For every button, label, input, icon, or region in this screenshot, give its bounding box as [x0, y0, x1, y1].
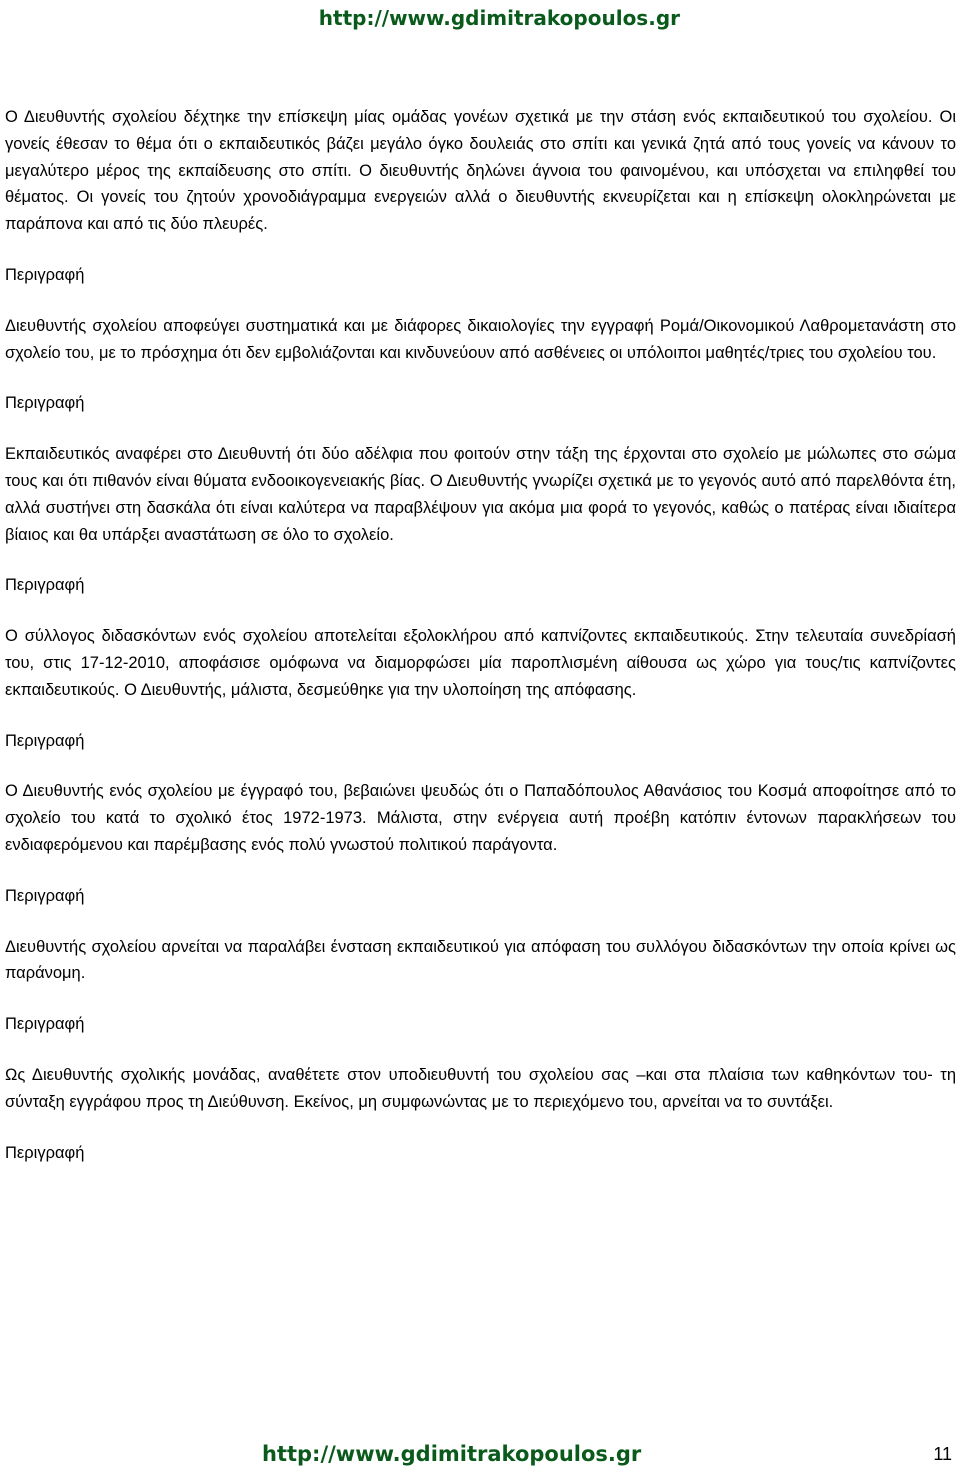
- scenario-paragraph-4: Ο σύλλογος διδασκόντων ενός σχολείου αποτελείται εξολοκλήρου από καπνίζοντες εκπαιδευτικούς. Στην τελευταία συνεδρίασή του, στις 17-12-2010, αποφάσισε ομόφωνα να διαμορφώσει μία παροπλισμένη αίθουσα ως χώρο για τους/τις καπνίζοντες εκπαιδευτικούς. Ο Διευθυντής, μάλιστα, δεσμεύθηκε για την υλοποίηση της απόφασης.: [5, 627, 956, 699]
- scenario-paragraph-7: Ως Διευθυντής σχολικής μονάδας, αναθέτετε στον υποδιευθυντή του σχολείου σας –και στα πλαίσια των καθηκόντων του- τη σύνταξη εγγράφου προς τη Διεύθυνση. Εκείνος, μη συμφωνώντας με το περιεχόμενο του, αρνείται να το συντάξει.: [5, 1065, 956, 1111]
- section-label-6: Περιγραφή: [5, 1015, 85, 1034]
- scenario-paragraph-5: Ο Διευθυντής ενός σχολείου με έγγραφό του, βεβαιώνει ψευδώς ότι ο Παπαδόπουλος Αθανάσιος του Κοσμά αποφοίτησε από το σχολείο του κατά το σχολικό έτος 1972-1973. Μάλιστα, στην ενέργεια αυτή προέβη κατόπιν έντονων παρακλήσεων του ενδιαφερόμενου και παρέμβασης ενός πολύ γνωστού πολιτικού παράγοντα.: [5, 782, 956, 854]
- scenario-paragraph-2: Διευθυντής σχολείου αποφεύγει συστηματικά και με διάφορες δικαιολογίες την εγγραφή Ρομά/Οικονομικού Λαθρομετανάστη στο σχολείο του, με το πρόσχημα ότι δεν εμβολιάζονται και κινδυνεύουν από ασθένειες οι υπόλοιποι μαθητές/τριες του σχολείου του.: [5, 316, 956, 362]
- section-label-1: Περιγραφή: [5, 265, 85, 284]
- header-website-link[interactable]: http://www.gdimitrakopoulos.gr: [318, 6, 680, 30]
- section-label-7: Περιγραφή: [5, 1143, 85, 1162]
- scenario-paragraph-3: Εκπαιδευτικός αναφέρει στο Διευθυντή ότι δύο αδέλφια που φοιτούν στην τάξη της έρχονται στο σχολείο με μώλωπες στο σώμα τους και ότι πιθανόν είναι θύματα ενδοοικογενειακής βίας. Ο Διευθυντής γνωρίζει σχετικά με το γεγονός αυτό από παρελθόντα έτη, αλλά συστήνει στη δασκάλα ότι είναι καλύτερα να παραβλέψουν για ακόμα μια φορά το γεγονός, καθώς ο πατέρας είναι ιδιαίτερα βίαιος και θα υπάρξει αναστάτωση σε όλο το σχολείο.: [5, 445, 956, 544]
- section-label-3: Περιγραφή: [5, 576, 85, 595]
- document-body: [5, 104, 956, 1190]
- section-label-2: Περιγραφή: [5, 394, 85, 413]
- page-number: 11: [933, 1444, 952, 1464]
- scenario-paragraph-1: Ο Διευθυντής σχολείου δέχτηκε την επίσκεψη μίας ομάδας γονέων σχετικά με την στάση ενός εκπαιδευτικού του σχολείου. Οι γονείς έθεσαν το θέμα ότι ο εκπαιδευτικός βάζει μεγάλο όγκο δουλειάς στο σπίτι και γενικά ζητά από τους γονείς να κάνουν το μεγαλύτερο μέρος της εκπαίδευσης στο σπίτι. Ο διευθυντής δηλώνει άγνοια του φαινομένου, και υπόσχεται να επιληφθεί του θέματος. Οι γονείς του ζητούν χρονοδιάγραμμα ενεργειών αλλά ο διευθυντής εκνευρίζεται και η επίσκεψη ολοκληρώνεται με παράπονα και από τις δύο πλευρές.: [5, 108, 956, 234]
- section-label-4: Περιγραφή: [5, 731, 85, 750]
- section-label-5: Περιγραφή: [5, 886, 85, 905]
- scenario-paragraph-6: Διευθυντής σχολείου αρνείται να παραλάβει ένσταση εκπαιδευτικού για απόφαση του συλλόγου διδασκόντων την οποία κρίνει ως παράνομη.: [5, 937, 956, 983]
- footer-website-link[interactable]: http://www.gdimitrakopoulos.gr: [262, 1442, 642, 1466]
